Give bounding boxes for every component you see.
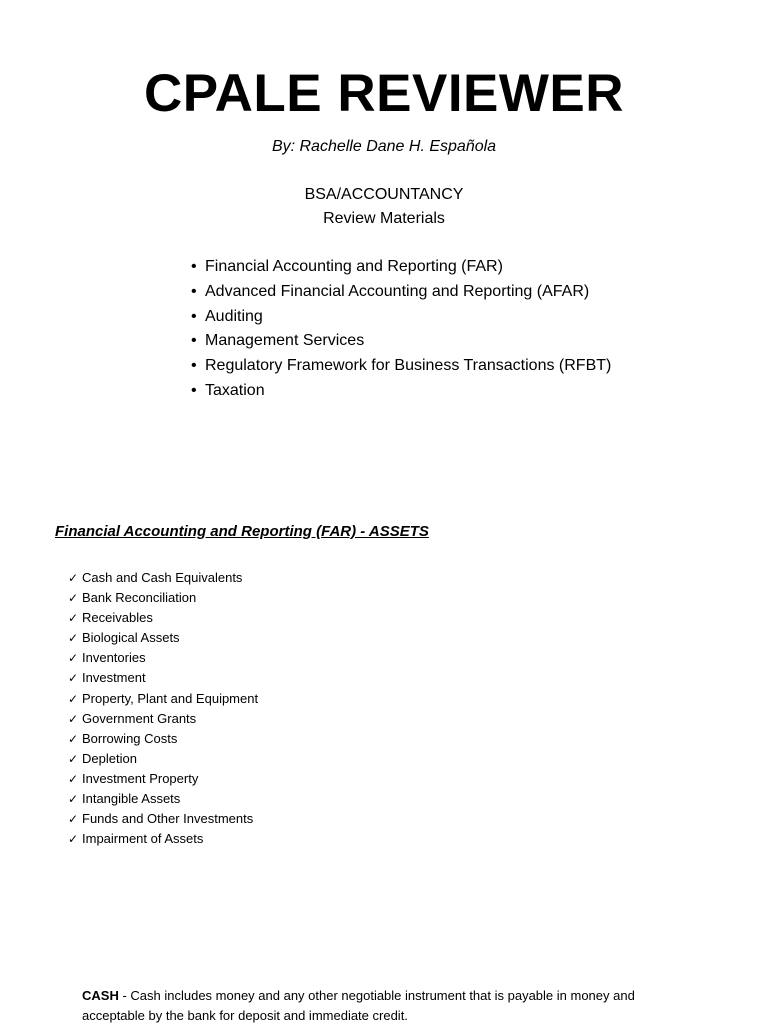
check-icon: ✓ <box>68 751 79 766</box>
bullet-icon: • <box>191 332 197 350</box>
program-label: BSA/ACCOUNTANCY <box>304 186 464 203</box>
topic-item <box>68 568 258 588</box>
check-icon: ✓ <box>68 651 79 666</box>
subject-item <box>191 330 611 355</box>
topic-item <box>68 709 258 729</box>
subject-item <box>191 355 611 380</box>
subject-label: Advanced Financial Accounting and Reporting (AFAR) <box>205 282 590 300</box>
topic-label: Government Grants <box>82 710 197 726</box>
check-icon: ✓ <box>68 731 79 746</box>
subject-item <box>191 380 611 405</box>
materials-label: Review Materials <box>323 210 445 227</box>
topic-label: Cash and Cash Equivalents <box>82 570 243 585</box>
bullet-icon: • <box>191 258 197 275</box>
topic-item <box>68 829 258 849</box>
check-icon: ✓ <box>68 571 79 585</box>
subject-item <box>191 256 611 281</box>
topic-item <box>68 809 258 829</box>
topic-item <box>68 729 258 749</box>
topic-label: Borrowing Costs <box>82 730 178 746</box>
bullet-icon: • <box>191 381 197 399</box>
check-icon: ✓ <box>68 771 79 786</box>
subject-list <box>191 256 611 405</box>
topic-item <box>68 648 258 668</box>
section-heading: Financial Accounting and Reporting (FAR) - ASSETS <box>55 523 429 540</box>
check-icon: ✓ <box>68 611 79 626</box>
subject-label: Regulatory Framework for Business Transactions (RFBT) <box>205 357 612 375</box>
subject-label: Auditing <box>205 307 263 325</box>
topic-label: Bank Reconciliation <box>82 590 197 606</box>
subject-item <box>191 281 611 306</box>
topic-label: Property, Plant and Equipment <box>82 690 259 706</box>
check-icon: ✓ <box>68 691 79 706</box>
topic-label: Funds and Other Investments <box>82 811 254 827</box>
topic-label: Intangible Assets <box>82 791 181 807</box>
check-icon: ✓ <box>68 812 79 827</box>
topic-label: Investment <box>82 670 146 686</box>
topic-item <box>68 608 258 628</box>
cash-definition <box>82 986 682 1026</box>
check-icon: ✓ <box>68 631 79 646</box>
subject-label: Management Services <box>205 332 365 350</box>
subject-label: Taxation <box>205 381 265 399</box>
check-icon: ✓ <box>68 591 79 606</box>
document-title: CPALE REVIEWER <box>143 64 625 123</box>
definition-term: CASH <box>82 988 119 1003</box>
bullet-icon: • <box>191 357 197 375</box>
topic-item <box>68 689 258 709</box>
subject-item <box>191 306 611 331</box>
topic-label: Inventories <box>82 650 146 666</box>
definition-text: - Cash includes money and any other negotiable instrument that is payable in money and acceptable by the bank for deposit and immediate credit. <box>82 988 635 1023</box>
bullet-icon: • <box>191 307 197 325</box>
topic-item <box>68 668 258 688</box>
topic-label: Biological Assets <box>82 630 180 646</box>
check-icon: ✓ <box>68 832 79 847</box>
topic-label: Depletion <box>82 750 137 766</box>
bullet-icon: • <box>191 282 197 300</box>
check-icon: ✓ <box>68 671 79 686</box>
topic-label: Receivables <box>82 610 153 626</box>
topic-item <box>68 749 258 769</box>
author-line: By: Rachelle Dane H. Española <box>271 138 497 155</box>
topic-label: Investment Property <box>82 770 199 786</box>
subject-label: Financial Accounting and Reporting (FAR) <box>205 258 503 275</box>
topic-checklist <box>68 568 258 849</box>
topic-item <box>68 789 258 809</box>
check-icon: ✓ <box>68 792 79 807</box>
check-icon: ✓ <box>68 711 79 726</box>
topic-item <box>68 628 258 648</box>
topic-item <box>68 769 258 789</box>
topic-label: Impairment of Assets <box>82 831 204 847</box>
topic-item <box>68 588 258 608</box>
